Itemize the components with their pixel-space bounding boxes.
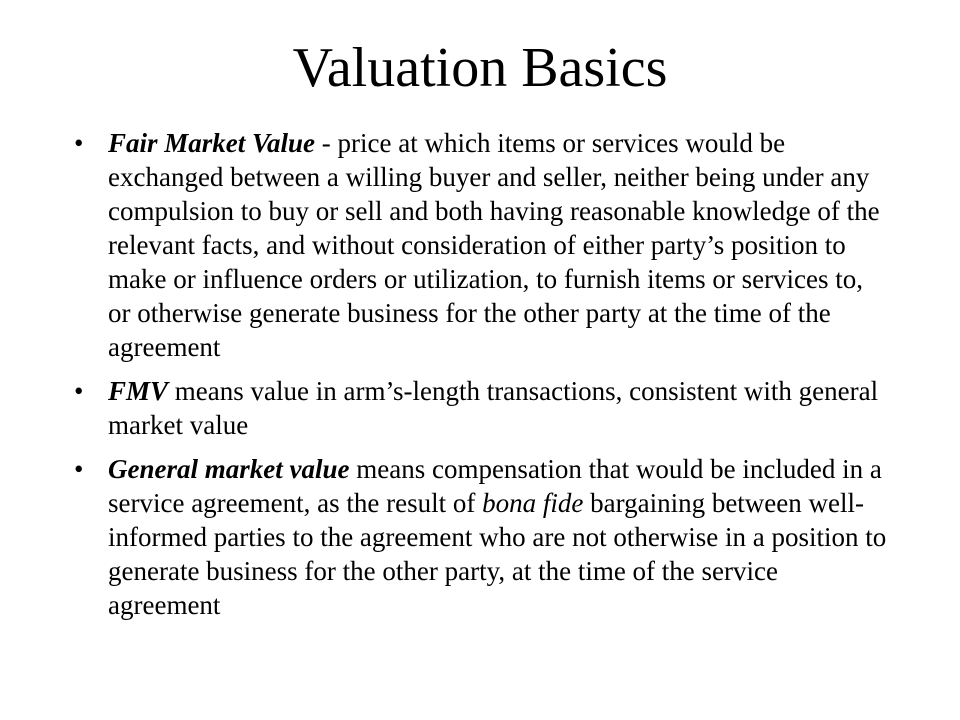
bullet-fair-market-value [70, 126, 890, 364]
term-fmv: FMV [108, 376, 169, 406]
definition-fair-market-value: - price at which items or services would be exchanged between a willing buyer and seller, neither being under any compulsion to buy or sell and both having reasonable knowledge of the relevant facts, and without consideration of either party’s position to make or influence orders or utilization, to furnish items or services to, or otherwise generate business for the other party at the time of the agreement [108, 128, 880, 362]
slide-title: Valuation Basics [292, 37, 668, 99]
definition-general-market-value-part2: bargaining between well-informed parties to the agreement who are not otherwise in a position to generate business for the other party, at the time of the service agreement [108, 488, 887, 620]
bullet-fmv [70, 374, 890, 442]
term-fair-market-value: Fair Market Value [108, 128, 316, 158]
italic-bona-fide: bona fide [482, 488, 584, 518]
bullet-general-market-value [70, 452, 890, 622]
bullet-dot-icon: • [74, 128, 84, 158]
definition-fmv: means value in arm’s-length transactions, consistent with general market value [108, 376, 879, 440]
bullet-dot-icon: • [74, 376, 84, 406]
term-general-market-value: General market value [108, 454, 350, 484]
bullet-list [70, 126, 890, 632]
definition-general-market-value-part1: means compensation that would be included in a service agreement, as the result of [108, 454, 882, 518]
bullet-dot-icon: • [74, 454, 84, 484]
